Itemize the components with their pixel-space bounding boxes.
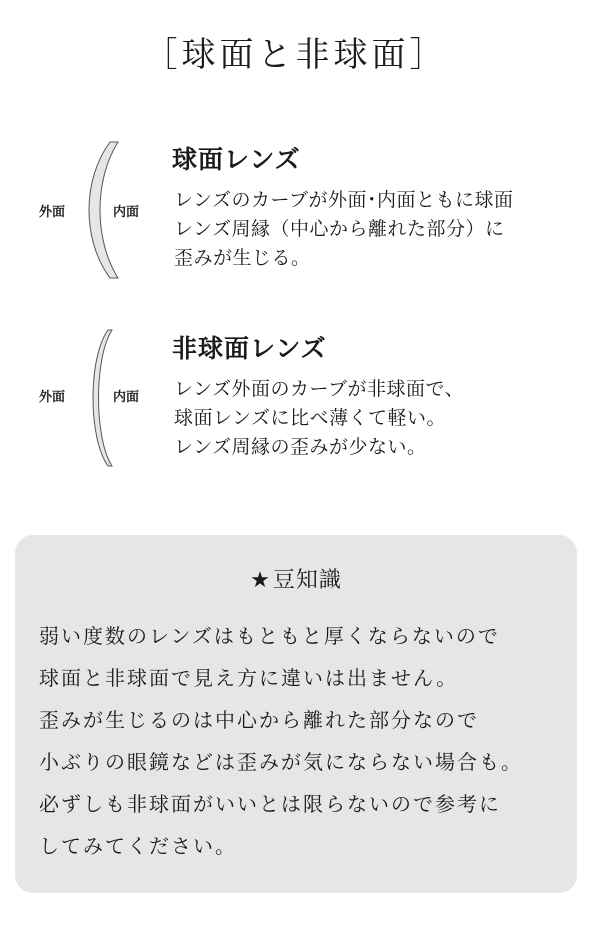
aspherical-lens-shape: [93, 330, 112, 466]
spherical-desc-line: 歪みが生じる。: [174, 247, 311, 269]
spherical-inner-label: 内面: [113, 205, 140, 220]
aspherical-inner-label: 内面: [113, 390, 140, 405]
trivia-line: 歪みが生じるのは中心から離れた部分なので: [39, 708, 479, 732]
trivia-title: [15, 565, 577, 597]
aspherical-desc-line: レンズ外面のカーブが非球面で、: [174, 378, 465, 400]
trivia-line: 弱い度数のレンズはもともと厚くならないので: [39, 624, 500, 648]
trivia-title-text: 豆知識: [272, 568, 342, 593]
aspherical-outer-label: 外面: [39, 390, 66, 405]
spherical-desc-line: レンズのカーブが外面･内面ともに球面: [174, 189, 514, 211]
spherical-lens-section: [0, 140, 591, 280]
trivia-line: してみてください。: [39, 834, 237, 858]
aspherical-lens-section: [0, 328, 591, 468]
spherical-outer-label: 外面: [39, 205, 66, 220]
trivia-box: [15, 535, 577, 893]
trivia-line: 球面と非球面で見え方に違いは出ません。: [39, 666, 459, 690]
spherical-lens-title: 球面レンズ: [172, 145, 301, 174]
aspherical-desc-line: 球面レンズに比べ薄くて軽い。: [174, 407, 446, 429]
page-title: ［球面と非球面］: [143, 35, 448, 75]
star-icon: ★: [250, 568, 271, 593]
trivia-line: 小ぶりの眼鏡などは歪みが気にならない場合も。: [39, 750, 523, 774]
aspherical-desc-line: レンズ周縁の歪みが少ない。: [174, 436, 427, 458]
trivia-line: 必ずしも非球面がいいとは限らないので参考に: [39, 792, 501, 816]
aspherical-lens-description: [174, 375, 574, 462]
spherical-lens-description: [174, 186, 574, 273]
spherical-desc-line: レンズ周縁（中心から離れた部分）に: [174, 218, 505, 240]
aspherical-lens-title: 非球面レンズ: [172, 334, 327, 363]
